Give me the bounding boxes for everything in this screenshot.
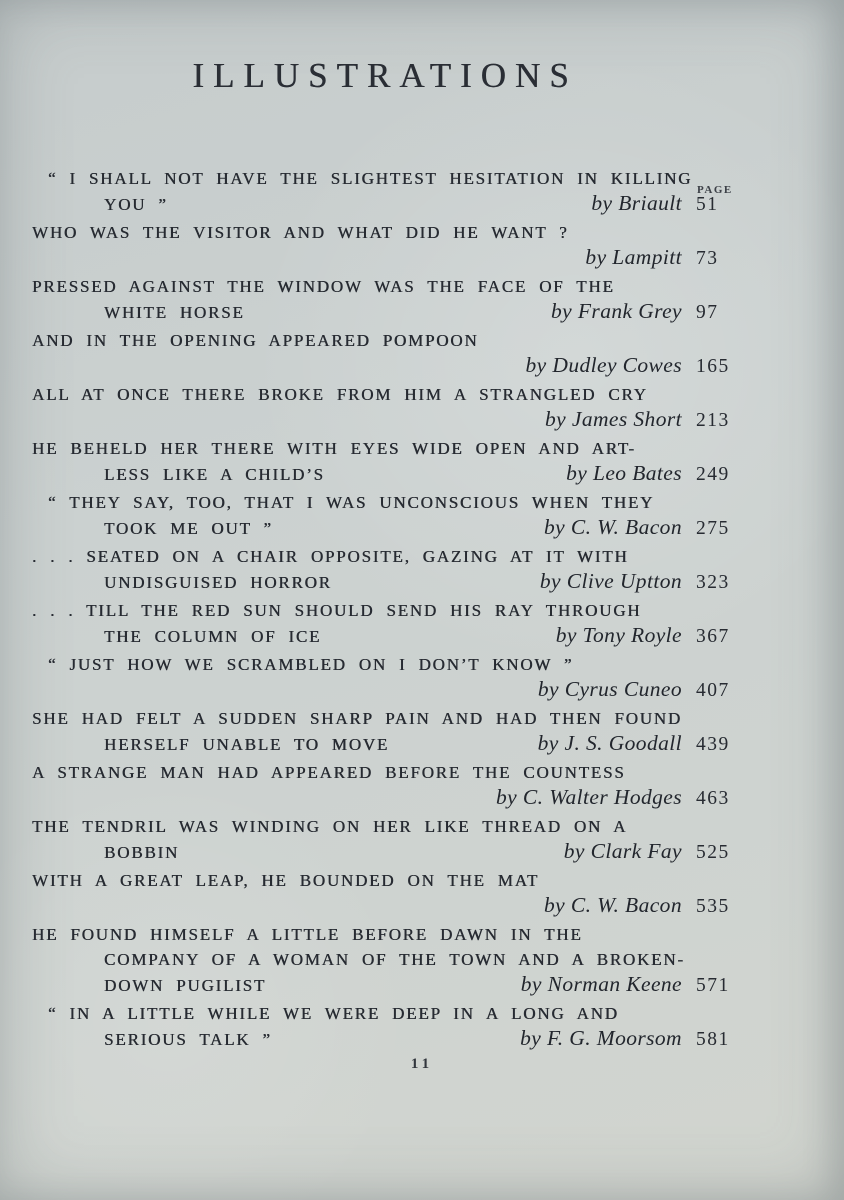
artist-byline: by Tony Royle (555, 623, 682, 647)
artist-byline: by C. W. Bacon (544, 515, 682, 539)
artist-byline: by F. G. Moorsom (520, 1026, 682, 1050)
artist-byline: by C. Walter Hodges (496, 785, 682, 809)
illustration-entry (32, 652, 744, 702)
illustration-page-number: 213 (696, 410, 730, 431)
illustration-page-number: 275 (696, 518, 730, 539)
caption-line: HE FOUND HIMSELF A LITTLE BEFORE DAWN IN THE (32, 925, 583, 944)
caption-line: A STRANGE MAN HAD APPEARED BEFORE THE COUNTESS (32, 763, 626, 782)
illustrations-list (32, 166, 744, 1055)
caption-line: “ IN A LITTLE WHILE WE WERE DEEP IN A LONG AND (48, 1004, 619, 1023)
caption-line: AND IN THE OPENING APPEARED POMPOON (32, 331, 479, 350)
illustration-entry (32, 922, 744, 997)
illustration-page-number: 323 (696, 572, 730, 593)
caption-line: WITH A GREAT LEAP, HE BOUNDED ON THE MAT (32, 871, 540, 890)
caption-line: TOOK ME OUT ” (104, 519, 273, 538)
illustration-entry (32, 1001, 744, 1051)
caption-line: HE BEHELD HER THERE WITH EYES WIDE OPEN AND ART- (32, 439, 636, 458)
illustration-entry (32, 382, 744, 432)
caption-line: . . . TILL THE RED SUN SHOULD SEND HIS RAY THROUGH (32, 601, 642, 620)
caption-line: THE TENDRIL WAS WINDING ON HER LIKE THREAD ON A (32, 817, 628, 836)
illustration-page-number: 73 (696, 248, 719, 269)
illustration-entry (32, 166, 744, 216)
caption-line: . . . SEATED ON A CHAIR OPPOSITE, GAZING AT IT WITH (32, 547, 629, 566)
caption-line: “ I SHALL NOT HAVE THE SLIGHTEST HESITATION IN KILLING (48, 169, 693, 188)
caption-line: SERIOUS TALK ” (104, 1030, 272, 1049)
artist-byline: by James Short (545, 407, 682, 431)
caption-line: LESS LIKE A CHILD’S (104, 465, 325, 484)
caption-line: ALL AT ONCE THERE BROKE FROM HIM A STRANGLED CRY (32, 385, 648, 404)
illustration-page-number: 165 (696, 356, 730, 377)
artist-byline: by J. S. Goodall (537, 731, 682, 755)
folio-page-number: 11 (410, 1056, 434, 1072)
artist-byline: by Frank Grey (551, 299, 682, 323)
caption-line: THE COLUMN OF ICE (104, 627, 322, 646)
caption-line: WHITE HORSE (104, 303, 245, 322)
artist-byline: by Leo Bates (566, 461, 682, 485)
illustration-page-number: 581 (696, 1029, 730, 1050)
illustration-entry (32, 814, 744, 864)
illustration-entry (32, 544, 744, 594)
illustration-page-number: 439 (696, 734, 730, 755)
illustration-entry (32, 328, 744, 378)
illustration-page-number: 407 (696, 680, 730, 701)
artist-byline: by Cyrus Cuneo (537, 677, 682, 701)
page-title: ILLUSTRATIONS (192, 56, 578, 95)
artist-byline: by C. W. Bacon (544, 893, 682, 917)
caption-line: UNDISGUISED HORROR (104, 573, 332, 592)
artist-byline: by Clark Fay (563, 839, 682, 863)
illustration-page-number: 367 (696, 626, 730, 647)
illustration-entry (32, 436, 744, 486)
illustration-entry (32, 706, 744, 756)
caption-line: PRESSED AGAINST THE WINDOW WAS THE FACE OF THE (32, 277, 615, 296)
artist-byline: by Dudley Cowes (525, 353, 682, 377)
artist-byline: by Briault (591, 191, 682, 215)
illustration-page-number: 463 (696, 788, 730, 809)
caption-line: COMPANY OF A WOMAN OF THE TOWN AND A BROKEN- (104, 950, 685, 969)
caption-line: YOU ” (104, 195, 168, 214)
illustration-entry (32, 490, 744, 540)
caption-line: “ THEY SAY, TOO, THAT I WAS UNCONSCIOUS WHEN THEY (48, 493, 655, 512)
artist-byline: by Lampitt (585, 245, 682, 269)
caption-line: HERSELF UNABLE TO MOVE (104, 735, 390, 754)
illustration-page-number: 51 (696, 194, 719, 215)
illustration-page-number: 249 (696, 464, 730, 485)
page-column-header: PAGE (697, 184, 733, 196)
artist-byline: by Norman Keene (520, 972, 682, 996)
artist-byline: by Clive Uptton (539, 569, 682, 593)
illustration-entry (32, 274, 744, 324)
illustration-page-number: 535 (696, 896, 730, 917)
caption-line: DOWN PUGILIST (104, 976, 267, 995)
illustration-page-number: 571 (696, 975, 730, 996)
illustration-entry (32, 868, 744, 918)
illustration-entry (32, 220, 744, 270)
caption-line: BOBBIN (104, 843, 180, 862)
illustration-entry (32, 598, 744, 648)
illustration-page-number: 525 (696, 842, 730, 863)
caption-line: SHE HAD FELT A SUDDEN SHARP PAIN AND HAD THEN FOUND (32, 709, 682, 728)
illustration-page-number: 97 (696, 302, 719, 323)
caption-line: “ JUST HOW WE SCRAMBLED ON I DON’T KNOW ” (48, 655, 574, 674)
illustration-entry (32, 760, 744, 810)
caption-line: WHO WAS THE VISITOR AND WHAT DID HE WANT ? (32, 223, 569, 242)
